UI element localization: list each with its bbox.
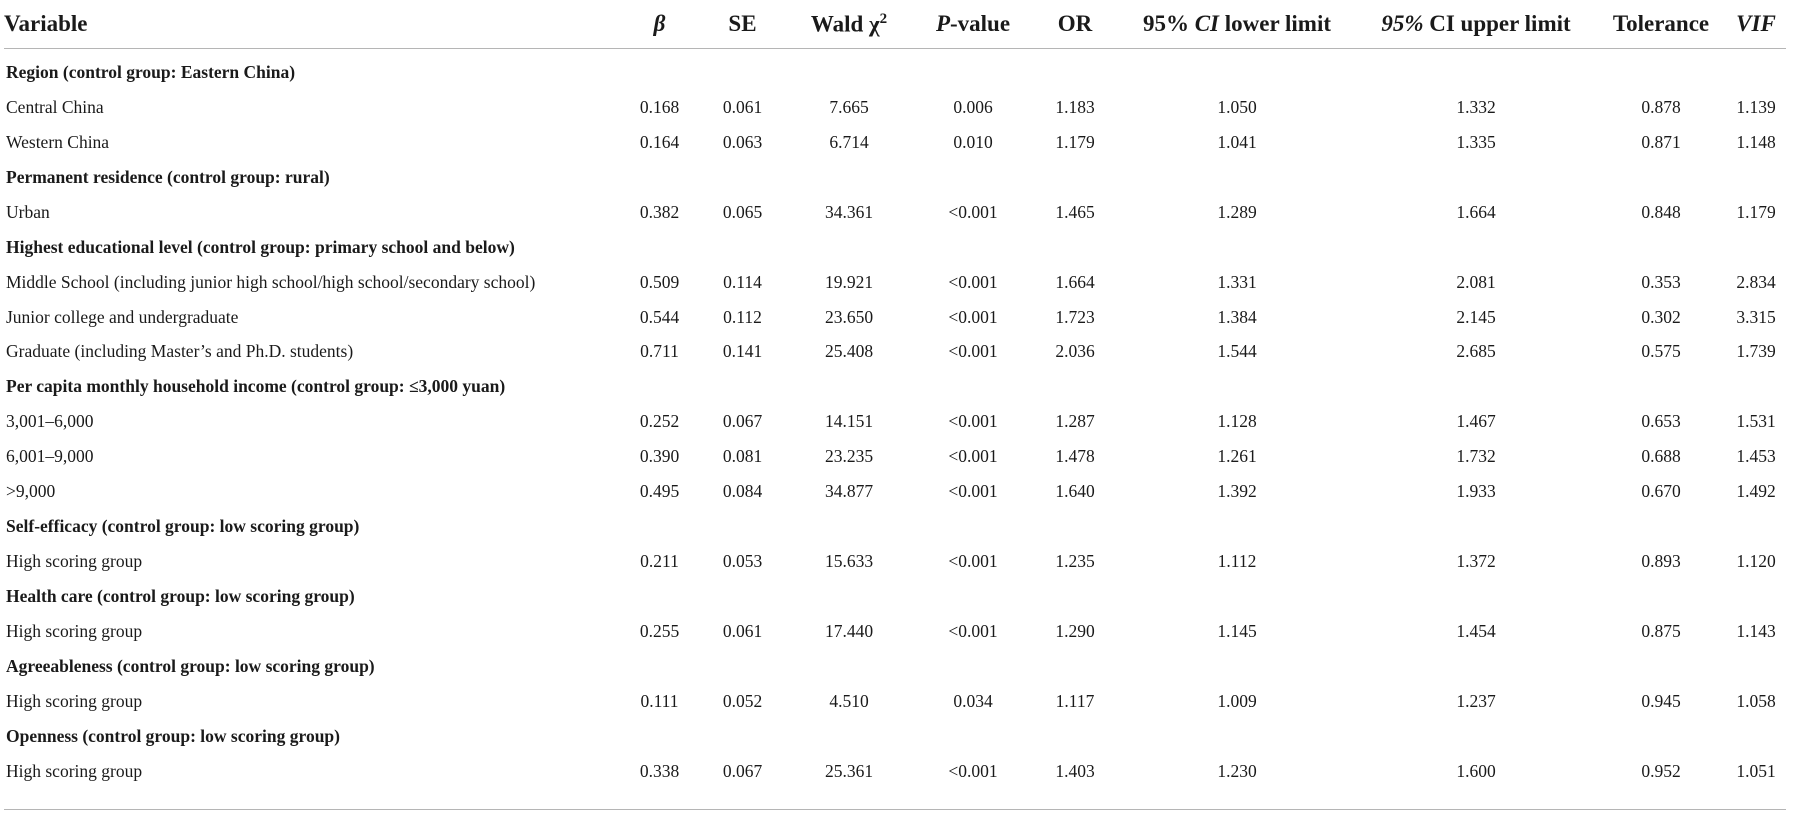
cell-vif: 1.139	[1736, 96, 1776, 117]
cell-se: 0.084	[722, 481, 763, 502]
cell-p: <0.001	[948, 306, 998, 327]
cell-lower: 1.050	[1217, 96, 1257, 117]
cell-p: 0.034	[953, 690, 993, 711]
variable-label: >9,000	[6, 481, 56, 502]
cell-lower: 1.128	[1217, 411, 1257, 432]
header-ci-upper-prefix: 95%	[1381, 11, 1424, 36]
group-header-row	[4, 719, 1786, 754]
cell-beta: 0.252	[639, 411, 680, 432]
cell-upper: 1.454	[1456, 620, 1496, 641]
cell-lower: 1.145	[1217, 620, 1257, 641]
cell-or: 1.183	[1055, 96, 1095, 117]
header-se: SE	[701, 0, 784, 49]
table-row	[4, 404, 1786, 439]
cell-lower: 1.261	[1217, 446, 1257, 467]
cell-upper: 1.335	[1456, 131, 1496, 152]
group-header-row	[4, 509, 1786, 544]
header-ci-upper	[1356, 0, 1596, 49]
cell-beta: 0.111	[640, 690, 679, 711]
header-wald-text: Wald χ	[810, 11, 880, 37]
header-wald-superscript: 2	[879, 10, 888, 27]
group-label: Region (control group: Eastern China)	[6, 61, 296, 82]
cell-wald: 19.921	[824, 271, 874, 292]
cell-lower: 1.331	[1217, 271, 1257, 292]
cell-beta: 0.390	[639, 446, 680, 467]
group-label: Permanent residence (control group: rural)	[6, 166, 330, 187]
cell-or: 1.664	[1055, 271, 1095, 292]
cell-lower: 1.112	[1217, 551, 1257, 572]
table-row	[4, 335, 1786, 370]
header-wald	[784, 0, 914, 49]
cell-p: 0.006	[953, 96, 993, 117]
cell-wald: 15.633	[824, 551, 874, 572]
table-row	[4, 439, 1786, 474]
cell-vif: 1.143	[1736, 620, 1776, 641]
cell-p: <0.001	[948, 446, 998, 467]
cell-lower: 1.041	[1217, 131, 1257, 152]
table-row	[4, 125, 1786, 160]
header-vif-text: VIF	[1736, 11, 1776, 36]
cell-vif: 1.148	[1736, 131, 1776, 152]
cell-or: 1.478	[1055, 446, 1095, 467]
cell-or: 1.179	[1055, 131, 1095, 152]
cell-se: 0.065	[722, 201, 763, 222]
cell-tol: 0.945	[1641, 690, 1681, 711]
cell-lower: 1.009	[1217, 690, 1257, 711]
group-header-row	[4, 49, 1786, 90]
cell-or: 2.036	[1055, 341, 1095, 362]
variable-label: Graduate (including Master’s and Ph.D. students)	[6, 341, 354, 362]
cell-p: <0.001	[948, 201, 998, 222]
table-row	[4, 684, 1786, 719]
cell-vif: 3.315	[1736, 306, 1776, 327]
cell-vif: 1.492	[1736, 481, 1776, 502]
cell-vif: 1.179	[1736, 201, 1776, 222]
cell-lower: 1.289	[1217, 201, 1257, 222]
cell-upper: 1.600	[1456, 760, 1496, 781]
variable-label: 3,001–6,000	[6, 411, 94, 432]
cell-or: 1.723	[1055, 306, 1095, 327]
header-ci-upper-suffix: CI upper limit	[1423, 11, 1571, 36]
cell-or: 1.235	[1055, 551, 1095, 572]
header-p-value	[914, 0, 1032, 49]
cell-wald: 34.361	[824, 201, 874, 222]
cell-wald: 25.361	[824, 760, 874, 781]
variable-label: High scoring group	[6, 551, 143, 572]
variable-label: Middle School (including junior high school/high school/secondary school)	[6, 271, 536, 292]
cell-tol: 0.302	[1641, 306, 1681, 327]
cell-se: 0.053	[722, 551, 763, 572]
group-label: Highest educational level (control group: primary school and below)	[6, 236, 515, 257]
table-row	[4, 195, 1786, 230]
cell-tol: 0.875	[1641, 620, 1681, 641]
cell-p: 0.010	[953, 131, 993, 152]
table-row	[4, 265, 1786, 300]
cell-vif: 1.453	[1736, 446, 1776, 467]
cell-beta: 0.382	[639, 201, 680, 222]
group-label: Self-efficacy (control group: low scoring group)	[6, 516, 360, 537]
cell-tol: 0.670	[1641, 481, 1681, 502]
cell-se: 0.114	[723, 271, 762, 292]
cell-beta: 0.711	[640, 341, 679, 362]
cell-tol: 0.878	[1641, 96, 1681, 117]
cell-se: 0.063	[722, 131, 763, 152]
cell-beta: 0.544	[639, 306, 680, 327]
variable-label: Urban	[6, 201, 50, 222]
cell-beta: 0.168	[639, 96, 680, 117]
table-row	[4, 544, 1786, 579]
cell-or: 1.287	[1055, 411, 1095, 432]
header-tolerance: Tolerance	[1596, 0, 1726, 49]
header-ci-lower-prefix: 95%	[1142, 11, 1195, 36]
cell-wald: 34.877	[824, 481, 874, 502]
cell-vif: 1.120	[1736, 551, 1776, 572]
cell-upper: 1.372	[1456, 551, 1496, 572]
header-ci-lower	[1118, 0, 1356, 49]
cell-upper: 2.145	[1456, 306, 1496, 327]
cell-wald: 7.665	[829, 96, 869, 117]
table-row	[4, 614, 1786, 649]
variable-label: High scoring group	[6, 760, 143, 781]
header-p-suffix: -value	[950, 11, 1011, 36]
cell-or: 1.640	[1055, 481, 1095, 502]
group-header-row	[4, 160, 1786, 195]
cell-wald: 17.440	[824, 620, 874, 641]
cell-tol: 0.848	[1641, 201, 1681, 222]
cell-p: <0.001	[948, 481, 998, 502]
cell-lower: 1.384	[1217, 306, 1257, 327]
cell-beta: 0.164	[639, 131, 680, 152]
cell-lower: 1.544	[1217, 341, 1257, 362]
variable-label: High scoring group	[6, 620, 143, 641]
table-bottom-rule	[4, 809, 1786, 810]
cell-vif: 2.834	[1736, 271, 1776, 292]
table-header	[4, 0, 1786, 49]
header-vif	[1726, 0, 1786, 49]
table-row	[4, 90, 1786, 125]
cell-lower: 1.392	[1217, 481, 1257, 502]
cell-p: <0.001	[948, 620, 998, 641]
cell-p: <0.001	[948, 341, 998, 362]
cell-tol: 0.893	[1641, 551, 1681, 572]
cell-vif: 1.051	[1736, 760, 1776, 781]
cell-wald: 14.151	[824, 411, 874, 432]
cell-or: 1.290	[1055, 620, 1095, 641]
header-beta	[618, 0, 701, 49]
cell-beta: 0.509	[639, 271, 680, 292]
cell-beta: 0.255	[639, 620, 680, 641]
cell-or: 1.117	[1055, 690, 1095, 711]
cell-p: <0.001	[948, 551, 998, 572]
cell-p: <0.001	[948, 411, 998, 432]
regression-table	[4, 0, 1786, 789]
cell-vif: 1.058	[1736, 690, 1776, 711]
cell-tol: 0.688	[1641, 446, 1681, 467]
header-p-letter: P	[935, 11, 950, 36]
header-or: OR	[1032, 0, 1118, 49]
cell-tol: 0.653	[1641, 411, 1681, 432]
cell-wald: 6.714	[829, 131, 869, 152]
cell-wald: 23.650	[824, 306, 874, 327]
cell-vif: 1.739	[1736, 341, 1776, 362]
cell-se: 0.061	[722, 96, 763, 117]
variable-label: Junior college and undergraduate	[6, 306, 239, 327]
group-header-row	[4, 579, 1786, 614]
cell-se: 0.141	[722, 341, 763, 362]
cell-se: 0.067	[722, 760, 763, 781]
header-ci-lower-suffix: lower limit	[1219, 11, 1332, 36]
cell-p: <0.001	[948, 271, 998, 292]
cell-tol: 0.952	[1641, 760, 1681, 781]
cell-tol: 0.353	[1641, 271, 1681, 292]
cell-se: 0.081	[722, 446, 763, 467]
cell-upper: 2.081	[1456, 271, 1496, 292]
cell-upper: 1.933	[1456, 481, 1496, 502]
group-header-row	[4, 369, 1786, 404]
cell-beta: 0.495	[639, 481, 680, 502]
cell-se: 0.112	[723, 306, 762, 327]
header-row	[4, 0, 1786, 49]
cell-se: 0.067	[722, 411, 763, 432]
group-label: Openness (control group: low scoring group)	[6, 725, 340, 746]
group-label: Per capita monthly household income (control group: ≤3,000 yuan)	[6, 376, 506, 397]
cell-or: 1.403	[1055, 760, 1095, 781]
group-header-row	[4, 230, 1786, 265]
cell-beta: 0.338	[639, 760, 680, 781]
cell-wald: 23.235	[824, 446, 874, 467]
variable-label: High scoring group	[6, 690, 143, 711]
header-beta-symbol: β	[653, 11, 666, 36]
cell-beta: 0.211	[640, 551, 679, 572]
group-label: Agreeableness (control group: low scoring group)	[6, 655, 375, 676]
cell-tol: 0.575	[1641, 341, 1681, 362]
cell-upper: 1.332	[1456, 96, 1496, 117]
table-row	[4, 300, 1786, 335]
cell-lower: 1.230	[1217, 760, 1257, 781]
variable-label: Central China	[6, 96, 104, 117]
cell-upper: 1.237	[1456, 690, 1496, 711]
cell-wald: 4.510	[829, 690, 869, 711]
header-ci-lower-ci: CI	[1194, 11, 1220, 36]
cell-upper: 1.732	[1456, 446, 1496, 467]
cell-wald: 25.408	[824, 341, 874, 362]
header-variable: Variable	[4, 0, 618, 49]
cell-or: 1.465	[1055, 201, 1095, 222]
table-body	[4, 49, 1786, 789]
table-row	[4, 474, 1786, 509]
cell-vif: 1.531	[1736, 411, 1776, 432]
cell-upper: 1.467	[1456, 411, 1496, 432]
cell-tol: 0.871	[1641, 131, 1681, 152]
cell-p: <0.001	[948, 760, 998, 781]
table-row	[4, 754, 1786, 789]
variable-label: 6,001–9,000	[6, 446, 94, 467]
cell-upper: 1.664	[1456, 201, 1496, 222]
cell-se: 0.061	[722, 620, 763, 641]
variable-label: Western China	[6, 131, 110, 152]
group-header-row	[4, 649, 1786, 684]
group-label: Health care (control group: low scoring group)	[6, 586, 355, 607]
cell-se: 0.052	[722, 690, 763, 711]
cell-upper: 2.685	[1456, 341, 1496, 362]
